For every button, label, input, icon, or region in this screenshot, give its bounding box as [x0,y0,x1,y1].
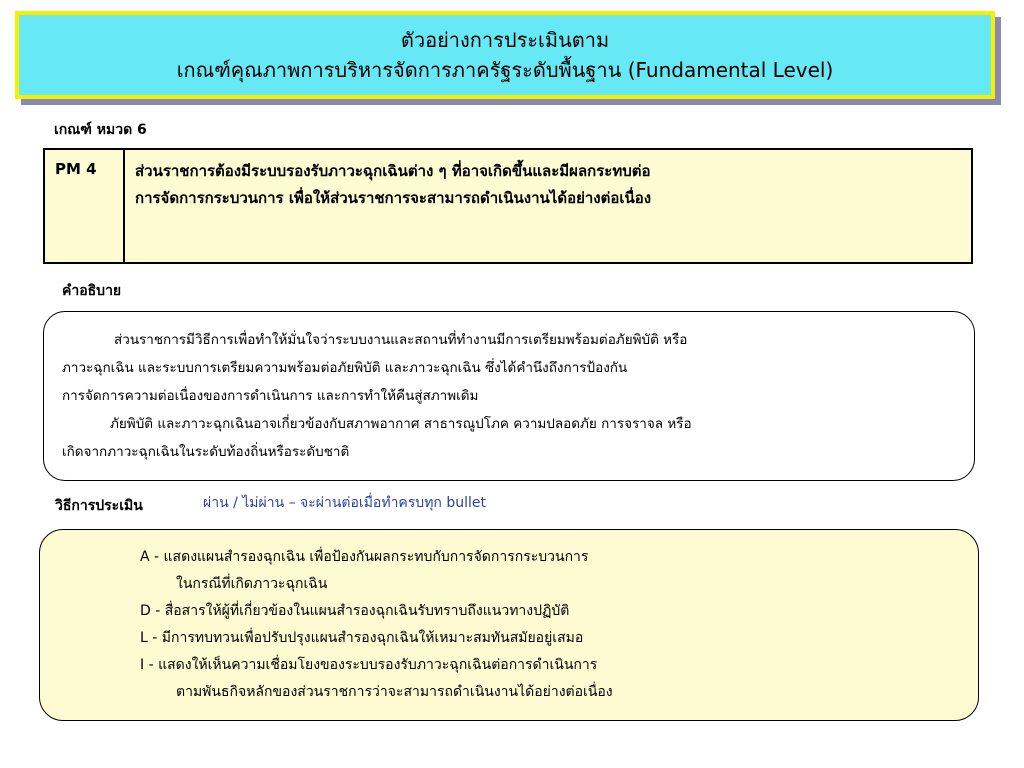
title-line-1: ตัวอย่างการประเมินตาม [400,28,610,52]
pm-text-line-1: ส่วนราชการต้องมีระบบรองรับภาวะฉุกเฉินต่าง ๆ ที่อาจเกิดขึ้นและมีผลกระทบต่อ [135,162,651,180]
category-label: เกณฑ์ หมวด 6 [54,122,147,138]
description-line: การจัดการความต่อเนื่องของการดำเนินการ และการทำให้คืนสู่สภาพเดิม [62,388,479,404]
description-line: ภาวะฉุกเฉิน และระบบการเตรียมความพร้อมต่อภัยพิบัติ และภาวะฉุกเฉิน ซึ่งได้คำนึงถึงการป้องกัน [62,360,628,376]
pdca-l: L - มีการทบทวนเพื่อปรับปรุงแผนสำรองฉุกเฉินให้เหมาะสมทันสมัยอยู่เสมอ [140,630,584,646]
pm-code: PM 4 [45,150,125,262]
pdca-a-line-1: A - แสดงแผนสำรองฉุกเฉิน เพื่อป้องกันผลกระทบกับการจัดการกระบวนการ [140,549,589,565]
pm-text-line-2: การจัดการกระบวนการ เพื่อให้ส่วนราชการจะสามารถดำเนินงานได้อย่างต่อเนื่อง [135,189,652,207]
description-box [43,311,975,481]
pm-text [125,150,971,262]
pdca-box [39,529,979,721]
description-line: ส่วนราชการมีวิธีการเพื่อทำให้มั่นใจว่าระบบงานและสถานที่ทำงานมีการเตรียมพร้อมต่อภัยพิบัติ หรือ [114,332,688,348]
pdca-i-line-2: ตามพันธกิจหลักของส่วนราชการว่าจะสามารถดำเนินงานได้อย่างต่อเนื่อง [176,684,613,700]
description-line: เกิดจากภาวะฉุกเฉินในระดับท้องถิ่นหรือระดับชาติ [62,444,350,460]
pdca-i-line-1: I - แสดงให้เห็นความเชื่อมโยงของระบบรองรับภาวะฉุกเฉินต่อการดำเนินการ [140,657,598,673]
evaluation-criteria: ผ่าน / ไม่ผ่าน – จะผ่านต่อเมื่อทำครบทุก bullet [203,495,486,511]
pdca-a-line-2: ในกรณีที่เกิดภาวะฉุกเฉิน [176,576,328,592]
pm-table [43,148,973,264]
title-banner [15,11,995,99]
description-line: ภัยพิบัติ และภาวะฉุกเฉินอาจเกี่ยวข้องกับสภาพอากาศ สาธารณูปโภค ความปลอดภัย การจราจล หรือ [110,416,692,432]
description-label: คำอธิบาย [62,283,122,299]
title-line-2: เกณฑ์คุณภาพการบริหารจัดการภาครัฐระดับพื้นฐาน (Fundamental Level) [176,58,834,82]
pdca-d: D - สื่อสารให้ผู้ที่เกี่ยวข้องในแผนสำรองฉุกเฉินรับทราบถึงแนวทางปฏิบัติ [140,603,570,619]
evaluation-label: วิธีการประเมิน [55,498,143,514]
